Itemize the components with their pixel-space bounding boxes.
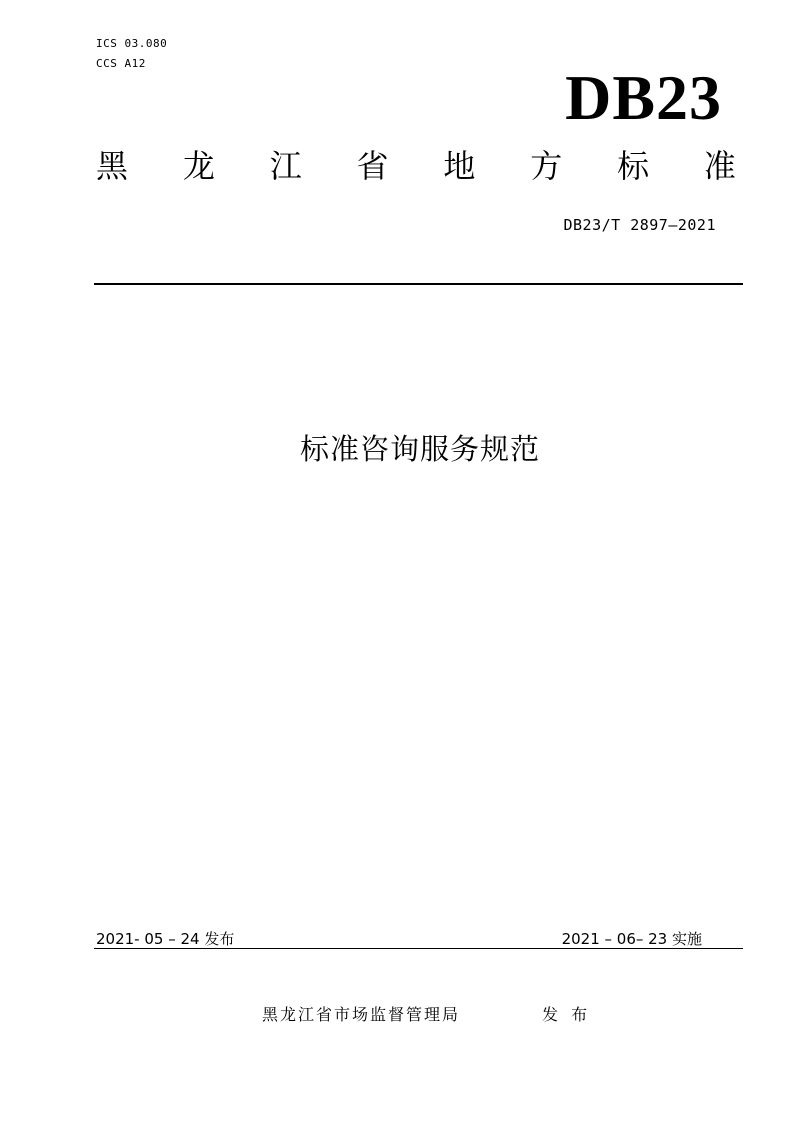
standard-type-char: 准 xyxy=(703,147,736,185)
standard-code-logo: DB23 xyxy=(565,62,722,133)
issuing-authority: 黑龙江省市场监督管理局 xyxy=(262,1005,461,1024)
publish-date: 2021- 05 – 24 发布 xyxy=(96,930,235,948)
top-divider xyxy=(94,283,743,285)
issue-label: 发 布 xyxy=(542,1005,588,1024)
standard-type-heading xyxy=(96,147,736,185)
standard-type-char: 方 xyxy=(530,147,563,185)
standard-type-char: 黑 xyxy=(96,147,129,185)
ics-code: ICS 03.080 xyxy=(96,37,168,50)
standard-type-char: 龙 xyxy=(182,147,215,185)
standard-type-char: 江 xyxy=(269,147,302,185)
standard-type-char: 省 xyxy=(356,147,389,185)
bottom-divider xyxy=(94,948,743,949)
standard-type-char: 标 xyxy=(617,147,650,185)
standard-number: DB23/T 2897—2021 xyxy=(563,216,716,234)
ccs-code: CCS A12 xyxy=(96,57,146,70)
implement-date: 2021 – 06– 23 实施 xyxy=(561,930,702,948)
standard-type-char: 地 xyxy=(443,147,476,185)
document-title: 标准咨询服务规范 xyxy=(299,432,540,466)
